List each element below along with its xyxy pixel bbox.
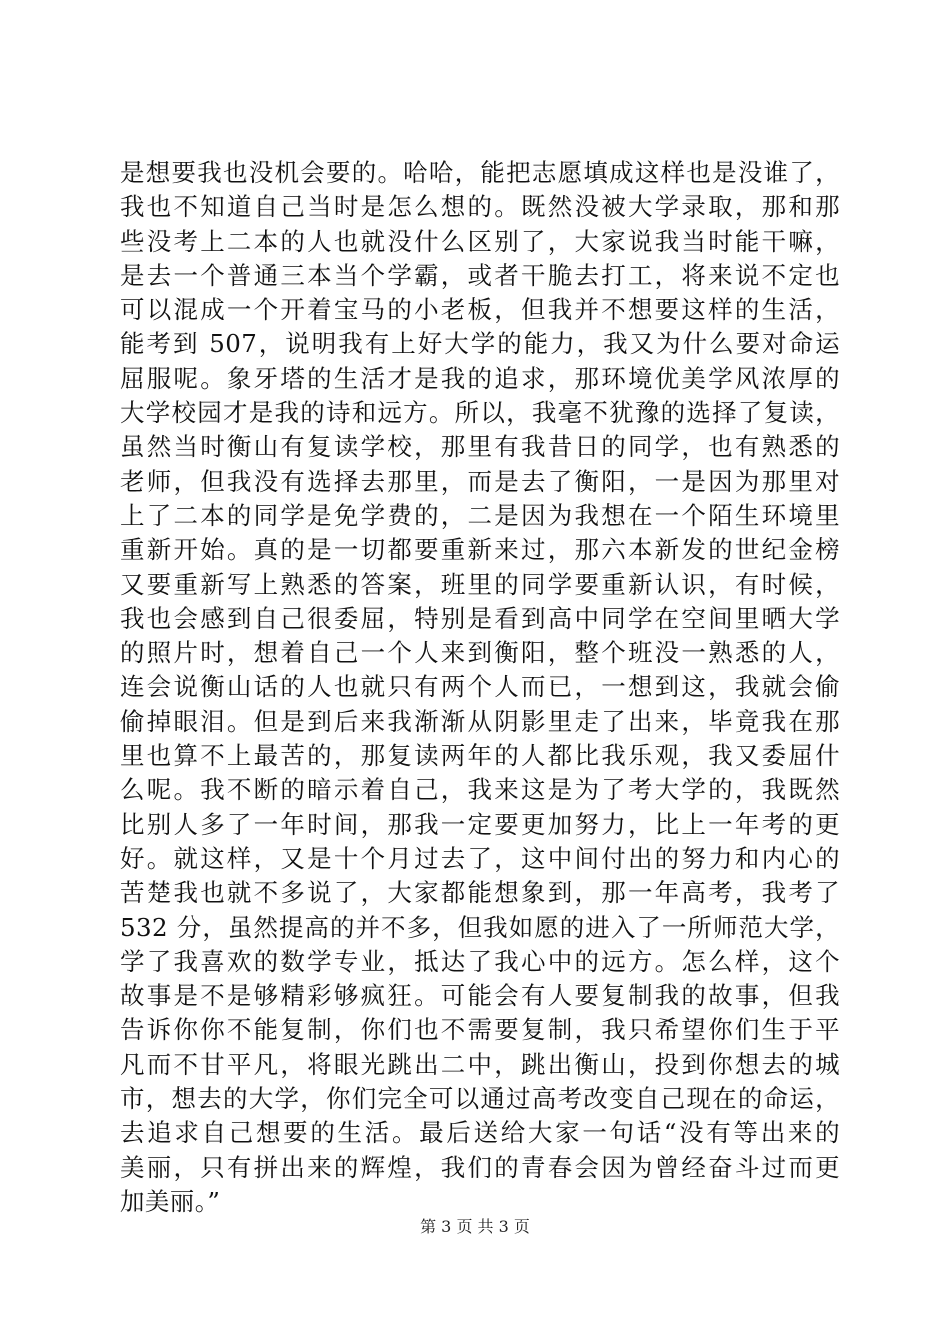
text-line: 屈服呢。象牙塔的生活才是我的追求，那环境优美学风浓厚的: [120, 363, 840, 393]
text-line: 凡而不甘平凡，将眼光跳出二中，跳出衡山，投到你想去的城: [120, 1049, 840, 1079]
text-line: 么呢。我不断的暗示着自己，我来这是为了考大学的，我既然: [120, 775, 840, 805]
text-line: 比别人多了一年时间，那我一定要更加努力，比上一年考的更: [120, 809, 840, 839]
text-line: 我也会感到自己很委屈，特别是看到高中同学在空间里晒大学: [120, 603, 840, 633]
text-line: 虽然当时衡山有复读学校，那里有我昔日的同学，也有熟悉的: [120, 432, 840, 462]
text-line: 的照片时，想着自己一个人来到衡阳，整个班没一熟悉的人，: [120, 638, 840, 668]
text-line: 老师，但我没有选择去那里，而是去了衡阳，一是因为那里对: [120, 466, 840, 496]
text-line: 故事是不是够精彩够疯狂。可能会有人要复制我的故事，但我: [120, 981, 840, 1011]
text-line: 去追求自己想要的生活。最后送给大家一句话“没有等出来的: [120, 1118, 840, 1148]
text-line: 加美丽。”: [120, 1186, 221, 1216]
text-line: 美丽，只有拼出来的辉煌，我们的青春会因为曾经奋斗过而更: [120, 1152, 840, 1182]
text-line: 学了我喜欢的数学专业，抵达了我心中的远方。怎么样，这个: [120, 946, 840, 976]
text-line: 上了二本的同学是免学费的，二是因为我想在一个陌生环境里: [120, 500, 840, 530]
text-line: 偷掉眼泪。但是到后来我渐渐从阴影里走了出来，毕竟我在那: [120, 706, 840, 736]
text-line: 重新开始。真的是一切都要重新来过，那六本新发的世纪金榜: [120, 535, 840, 565]
text-line: 可以混成一个开着宝马的小老板，但我并不想要这样的生活，: [120, 295, 840, 325]
page-number-footer: 第 3 页 共 3 页: [420, 1217, 530, 1236]
text-line: 大学校园才是我的诗和远方。所以，我毫不犹豫的选择了复读，: [120, 398, 840, 428]
text-line: 连会说衡山话的人也就只有两个人而已，一想到这，我就会偷: [120, 672, 840, 702]
text-line: 苦楚我也就不多说了，大家都能想象到，那一年高考，我考了: [120, 878, 840, 908]
text-line: 我也不知道自己当时是怎么想的。既然没被大学录取，那和那: [120, 192, 840, 222]
text-line: 532 分，虽然提高的并不多，但我如愿的进入了一所师范大学，: [120, 912, 840, 942]
text-line: 是去一个普通三本当个学霸，或者干脆去打工，将来说不定也: [120, 260, 840, 290]
text-line: 市，想去的大学，你们完全可以通过高考改变自己现在的命运，: [120, 1084, 840, 1114]
body-text: [120, 156, 840, 1219]
text-line: 是想要我也没机会要的。哈哈，能把志愿填成这样也是没谁了，: [120, 158, 840, 187]
text-line: 又要重新写上熟悉的答案，班里的同学要重新认识，有时候，: [120, 569, 840, 599]
text-line: 能考到 507，说明我有上好大学的能力，我又为什么要对命运: [120, 329, 840, 359]
text-line: 告诉你你不能复制，你们也不需要复制，我只希望你们生于平: [120, 1015, 840, 1045]
text-line: 些没考上二本的人也就没什么区别了，大家说我当时能干嘛，: [120, 226, 840, 256]
text-line: 里也算不上最苦的，那复读两年的人都比我乐观，我又委屈什: [120, 741, 840, 771]
text-line: 好。就这样，又是十个月过去了，这中间付出的努力和内心的: [120, 843, 840, 873]
